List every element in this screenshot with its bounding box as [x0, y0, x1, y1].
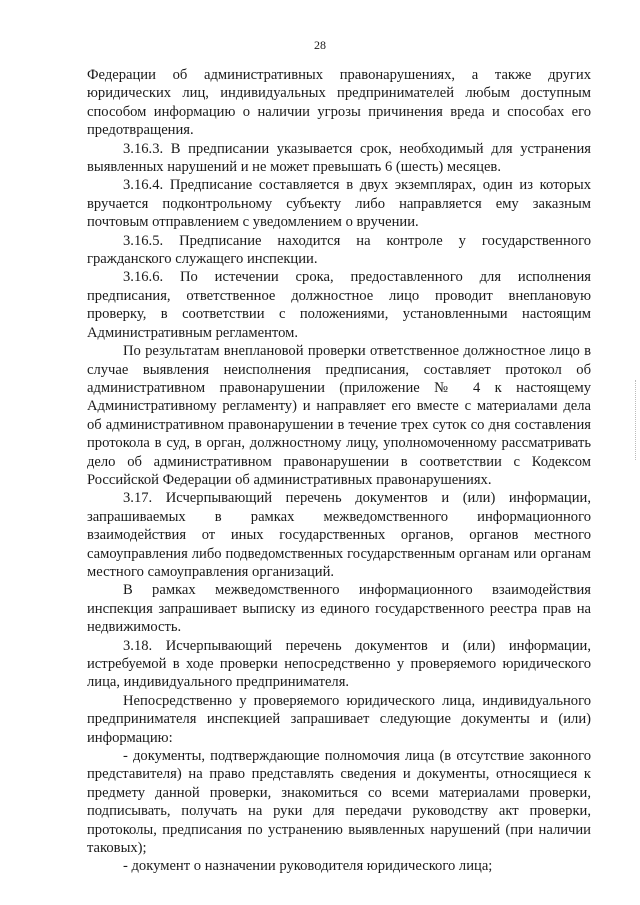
paragraph-interagency-request: В рамках межведомственного информационного взаимодействия инспекция запрашивает выписку из единого государственного реестра прав на недвижимость. — [87, 582, 591, 636]
page-number: 28 — [314, 38, 326, 52]
scan-margin-mark — [633, 380, 636, 460]
paragraph-3-16-4: 3.16.4. Предписание составляется в двух экземплярах, один из которых вручается подконтрольному субъекту либо направляется ему заказным почтовым отправлением с уведомлением о вручении. — [87, 177, 591, 231]
paragraph-requested-documents: Непосредственно у проверяемого юридического лица, индивидуального предпринимателя инспекцией запрашивает следующие документы и (или) информацию: — [87, 692, 591, 746]
paragraph-3-18: 3.18. Исчерпывающий перечень документов и (или) информации, истребуемой в ходе проверки непосредственно у проверяемого юридического лица, индивидуального предпринимателя. — [87, 637, 591, 691]
paragraph-3-17: 3.17. Исчерпывающий перечень документов и (или) информации, запрашиваемых в рамках межведомственного информационного взаимодействия от иных государственных органов, органов местного самоуправления либо подведомственных государственным органам или органам местного самоуправления организаций. — [87, 490, 591, 580]
paragraph-3-16-6: 3.16.6. По истечении срока, предоставленного для исполнения предписания, ответственное должностное лицо проводит внеплановую проверку, в соответствии с положениями, установленными настоящим Административным регламентом. — [87, 269, 591, 341]
paragraph-3-16-3: 3.16.3. В предписании указывается срок, необходимый для устранения выявленных нарушений и не может превышать 6 (шесть) месяцев. — [87, 140, 591, 176]
list-item-director-appointment: - документ о назначении руководителя юридического лица; — [123, 858, 493, 875]
document-body — [87, 66, 591, 876]
list-item-authority-documents: - документы, подтверждающие полномочия лица (в отсутствие законного представителя) на право представлять сведения и документы, относящиеся к предмету данной проверки, знакомиться со всеми материалами проверки, подписывать, получать на руки для передачи руководству акт проверки, протоколы, предписания по устранению выявленных нарушений (при наличии таковых); — [87, 748, 591, 857]
paragraph-continuation: Федерации об административных правонарушениях, а также других юридических лиц, индивидуальных предпринимателей любым доступным способом информацию о наличии угрозы причинения вреда и способах его предотвращения. — [87, 67, 591, 139]
paragraph-inspection-results: По результатам внеплановой проверки ответственное должностное лицо в случае выявления неисполнения предписания, составляет протокол об административном правонарушении (приложение № 4 к настоящему Административному регламенту) и направляет его вместе с материалами дела об административном правонарушении в течение трех суток со дня составления протокола в суд, в орган, должностному лицу, уполномоченному рассматривать дело об административном правонарушении в соответствии с Кодексом Российской Федерации об административных правонарушениях. — [87, 343, 591, 488]
paragraph-3-16-5: 3.16.5. Предписание находится на контроле у государственного гражданского служащего инспекции. — [87, 232, 591, 268]
